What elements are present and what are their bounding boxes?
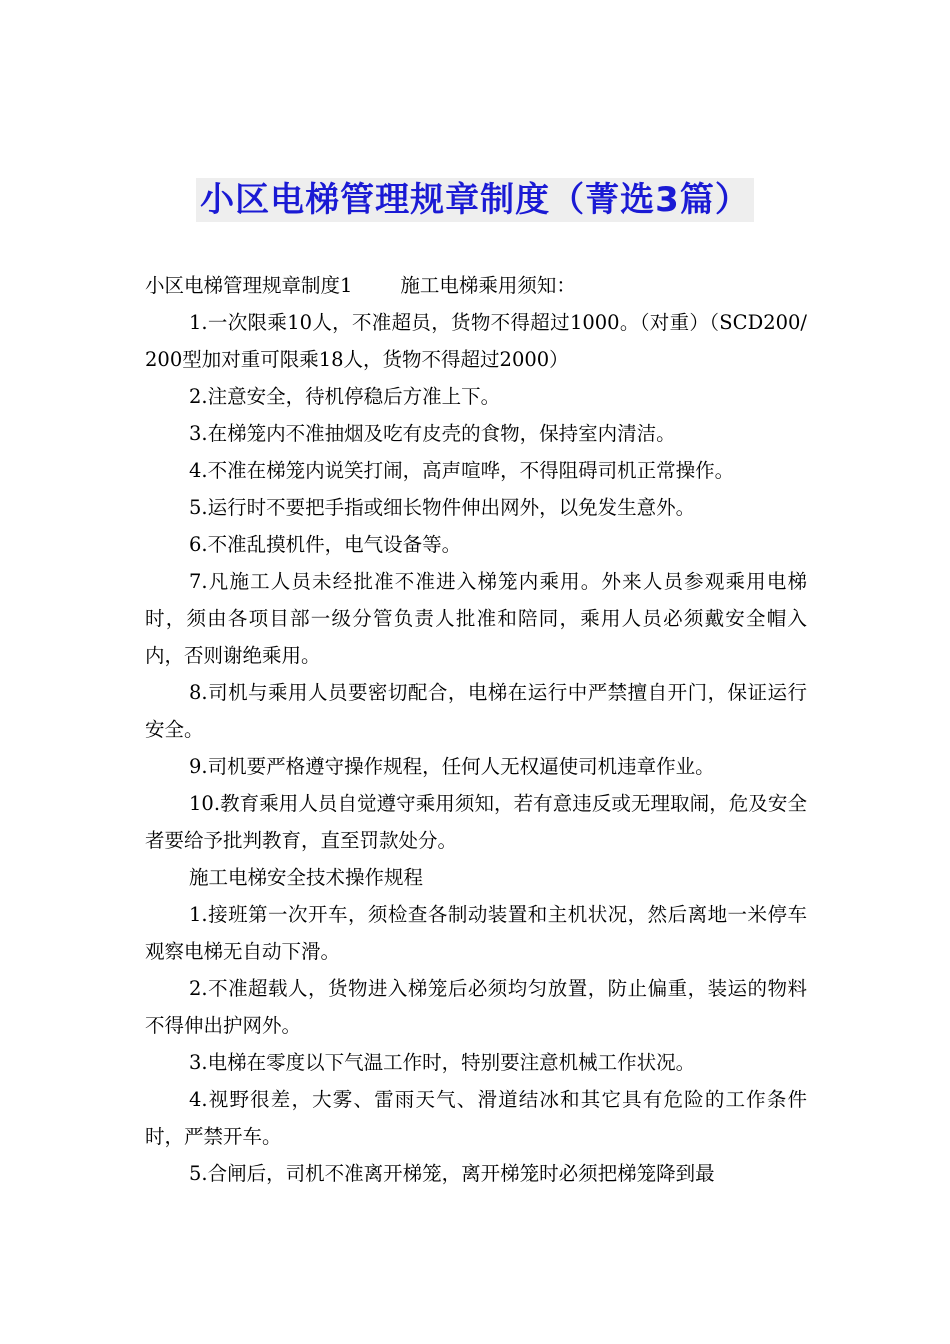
intro-subheading: 施工电梯乘用须知： bbox=[400, 274, 576, 297]
paragraph-p8: 8.司机与乘用人员要密切配合，电梯在运行中严禁擅自开门，保证运行安全。 bbox=[145, 681, 807, 741]
paragraph-p15: 4.视野很差，大雾、雷雨天气、滑道结冰和其它具有危险的工作条件时，严禁开车。 bbox=[145, 1088, 807, 1148]
paragraph-p11: 施工电梯安全技术操作规程 bbox=[189, 866, 424, 889]
title-container bbox=[0, 178, 950, 222]
paragraph-p2: 2.注意安全，待机停稳后方准上下。 bbox=[189, 385, 501, 408]
paragraph-p6: 6.不准乱摸机件，电气设备等。 bbox=[189, 533, 462, 556]
paragraph-p14: 3.电梯在零度以下气温工作时，特别要注意机械工作状况。 bbox=[189, 1051, 696, 1074]
paragraph-p5: 5.运行时不要把手指或细长物件伸出网外，以免发生意外。 bbox=[189, 496, 696, 519]
paragraph-p12: 1.接班第一次开车，须检查各制动装置和主机状况，然后离地一米停车观察电梯无自动下滑。 bbox=[145, 903, 807, 963]
intro-heading: 小区电梯管理规章制度1 bbox=[145, 274, 353, 297]
intro-line bbox=[145, 267, 807, 304]
paragraph-p7: 7.凡施工人员未经批准不准进入梯笼内乘用。外来人员参观乘用电梯时，须由各项目部一级分管负责人批准和陪同，乘用人员必须戴安全帽入内，否则谢绝乘用。 bbox=[145, 570, 807, 667]
paragraph-p10: 10.教育乘用人员自觉遵守乘用须知，若有意违反或无理取闹，危及安全者要给予批判教育，直至罚款处分。 bbox=[145, 792, 807, 852]
paragraph-list bbox=[145, 304, 807, 1192]
paragraph-p9: 9.司机要严格遵守操作规程，任何人无权逼使司机违章作业。 bbox=[189, 755, 715, 778]
paragraph-p13: 2.不准超载人，货物进入梯笼后必须均匀放置，防止偏重，装运的物料不得伸出护网外。 bbox=[145, 977, 807, 1037]
document-body bbox=[145, 267, 807, 1192]
paragraph-p4: 4.不准在梯笼内说笑打闹，高声喧哗，不得阻碍司机正常操作。 bbox=[189, 459, 735, 482]
paragraph-p1: 1.一次限乘10人，不准超员，货物不得超过1000。（对重）（SCD200/200型加对重可限乘18人，货物不得超过2000） bbox=[145, 311, 807, 371]
paragraph-p16: 5.合闸后，司机不准离开梯笼，离开梯笼时必须把梯笼降到最 bbox=[189, 1162, 715, 1185]
paragraph-p3: 3.在梯笼内不准抽烟及吃有皮壳的食物，保持室内清洁。 bbox=[189, 422, 676, 445]
document-title: 小区电梯管理规章制度（菁选3篇） bbox=[196, 178, 754, 222]
